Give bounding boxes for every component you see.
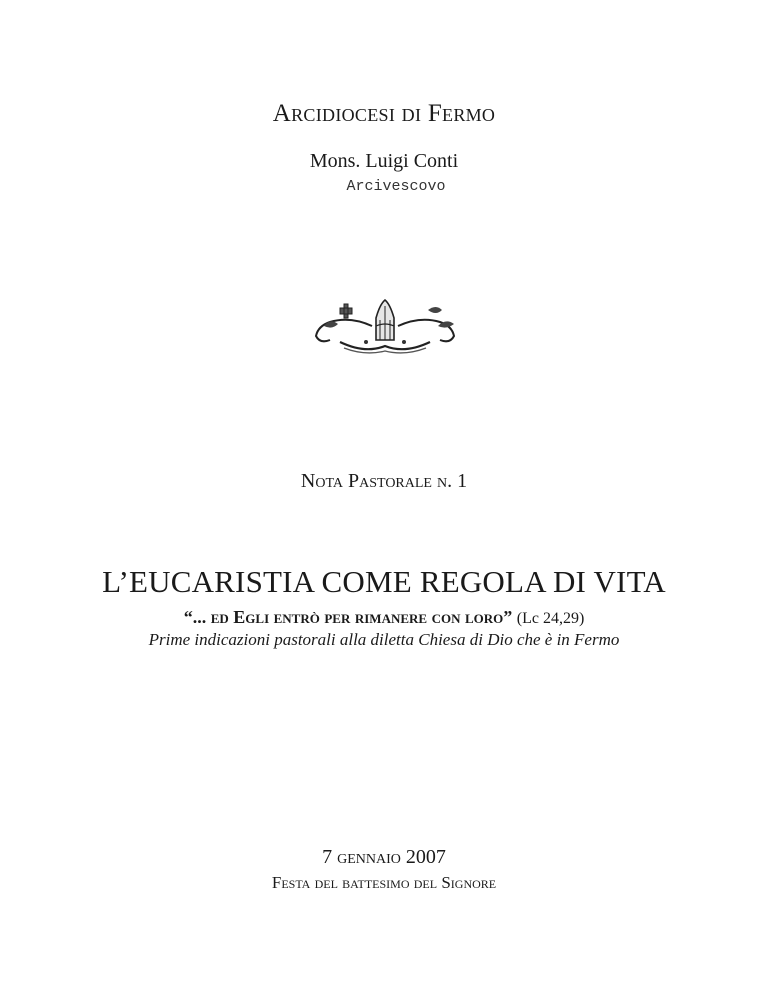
- document-title: L’EUCARISTIA COME REGOLA DI VITA: [102, 564, 666, 599]
- archdiocese-heading: Arcidiocesi di Fermo: [272, 100, 496, 127]
- bishop-title: Arcivescovo: [346, 178, 446, 195]
- gospel-reference: (Lc 24,29): [516, 610, 585, 627]
- feast-name: Festa del battesimo del Signore: [271, 873, 497, 892]
- quote-line: [0, 607, 768, 628]
- pastoral-note-label: Nota Pastorale n. 1: [300, 470, 468, 492]
- episcopal-coat-of-arms-icon: [310, 296, 460, 356]
- gospel-quote: “... ed Egli entrò per rimanere con loro”: [183, 607, 513, 627]
- document-subtitle: Prime indicazioni pastorali alla diletta Chiesa di Dio che è in Fermo: [148, 630, 620, 649]
- bishop-name: Mons. Luigi Conti: [309, 150, 459, 172]
- publication-date: 7 gennaio 2007: [322, 846, 446, 868]
